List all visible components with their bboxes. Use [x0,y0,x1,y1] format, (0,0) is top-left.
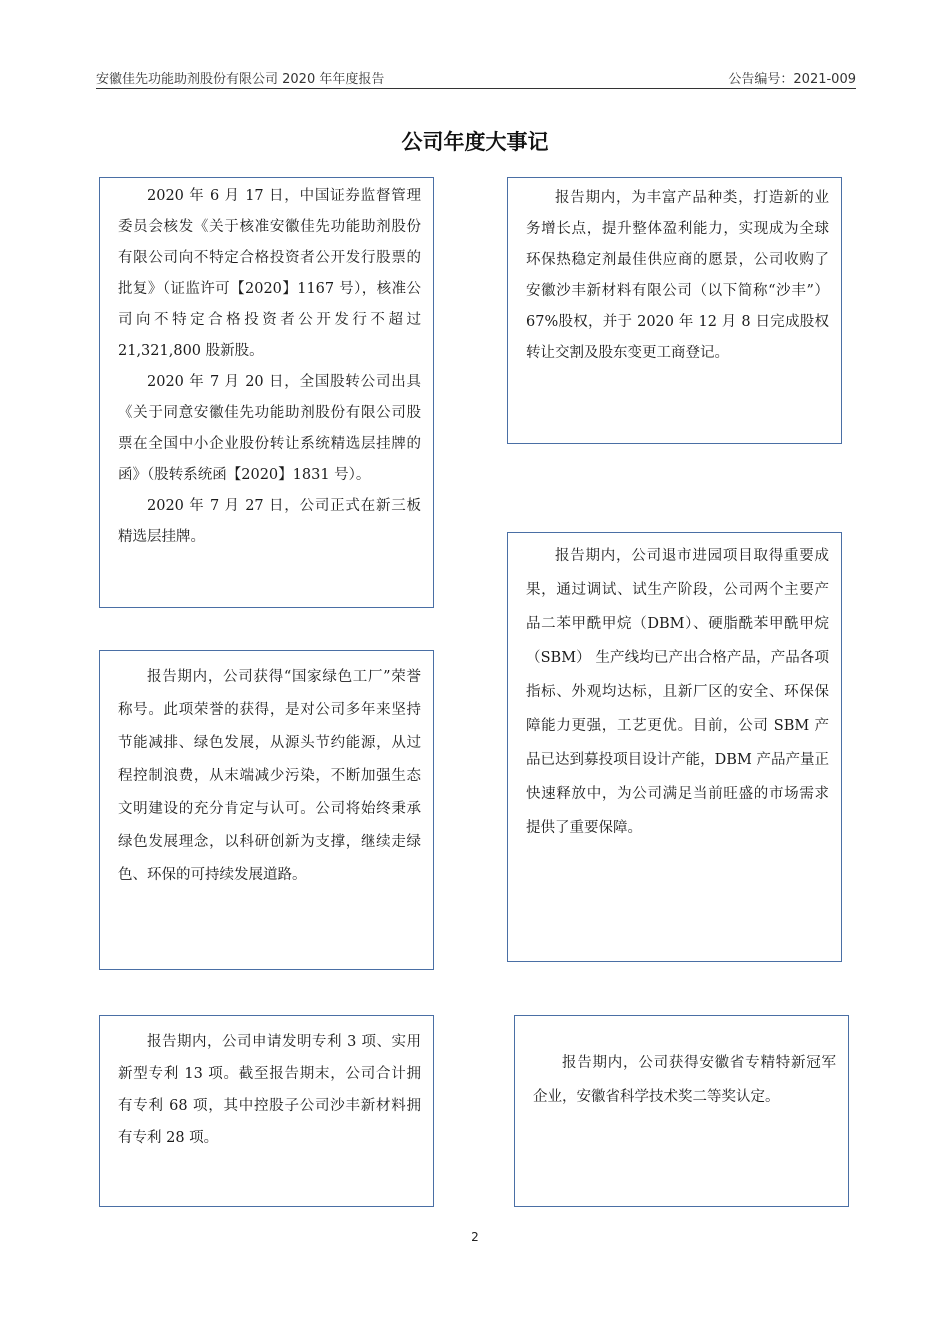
event-box-green-factory [99,650,434,970]
event-paragraph: 2020 年 7 月 27 日，公司正式在新三板精选层挂牌。 [118,498,421,545]
event-paragraph: 报告期内，为丰富产品种类，打造新的业务增长点，提升整体盈利能力，实现成为全球环保热稳定剂最佳供应商的愿景，公司收购了安徽沙丰新材料有限公司（以下简称“沙丰”）67%股权，并于 2020 年 12 月 8 日完成股权转让交割及股东变更工商登记。 [526,190,829,361]
event-box-listing-approval [99,177,434,608]
event-paragraph: 报告期内，公司获得安徽省专精特新冠军企业，安徽省科学技术奖二等奖认定。 [533,1055,836,1105]
page-title: 公司年度大事记 [401,130,549,154]
event-paragraph: 2020 年 7 月 20 日，全国股转公司出具《关于同意安徽佳先功能助剂股份有限公司股票在全国中小企业股份转让系统精选层挂牌的函》（股转系统函【2020】1831 号）。 [118,374,421,483]
event-box-acquisition [507,177,842,444]
header-announcement-number: 公告编号：2021-009 [728,72,856,87]
event-paragraph: 报告期内，公司退市进园项目取得重要成果，通过调试、试生产阶段，公司两个主要产品二苯甲酰甲烷（DBM）、硬脂酰苯甲酰甲烷（SBM） 生产线均已产出合格产品，产品各项指标、外观均达标，且新厂区的安全、环保保障能力更强，工艺更优。目前，公司 SBM 产品已达到募投项目设计产能，DBM 产品产量正快速释放中，为公司满足当前旺盛的市场需求提供了重要保障。 [526,548,829,836]
header-report-title: 安徽佳先功能助剂股份有限公司 2020 年年度报告 [96,72,385,87]
event-paragraph: 2020 年 6 月 17 日，中国证券监督管理委员会核发《关于核准安徽佳先功能助剂股份有限公司向不特定合格投资者公开发行股票的批复》（证监许可【2020】1167 号），核准公司向不特定合格投资者公开发行不超过 21,321,800 股新股。 [118,188,421,359]
page-number: 2 [471,1230,479,1244]
event-box-relocation-project [507,532,842,962]
page-header [96,66,856,89]
event-paragraph: 报告期内，公司申请发明专利 3 项、实用新型专利 13 项。截至报告期末，公司合计拥有专利 68 项，其中控股子公司沙丰新材料拥有专利 28 项。 [118,1034,421,1146]
event-paragraph: 报告期内，公司获得“国家绿色工厂”荣誉称号。此项荣誉的获得，是对公司多年来坚持节能减排、绿色发展，从源头节约能源，从过程控制浪费，从末端减少污染，不断加强生态文明建设的充分肯定与认可。公司将始终秉承绿色发展理念，以科研创新为支撑，继续走绿色、环保的可持续发展道路。 [118,669,421,883]
event-box-patents [99,1015,434,1207]
event-box-awards [514,1015,849,1207]
